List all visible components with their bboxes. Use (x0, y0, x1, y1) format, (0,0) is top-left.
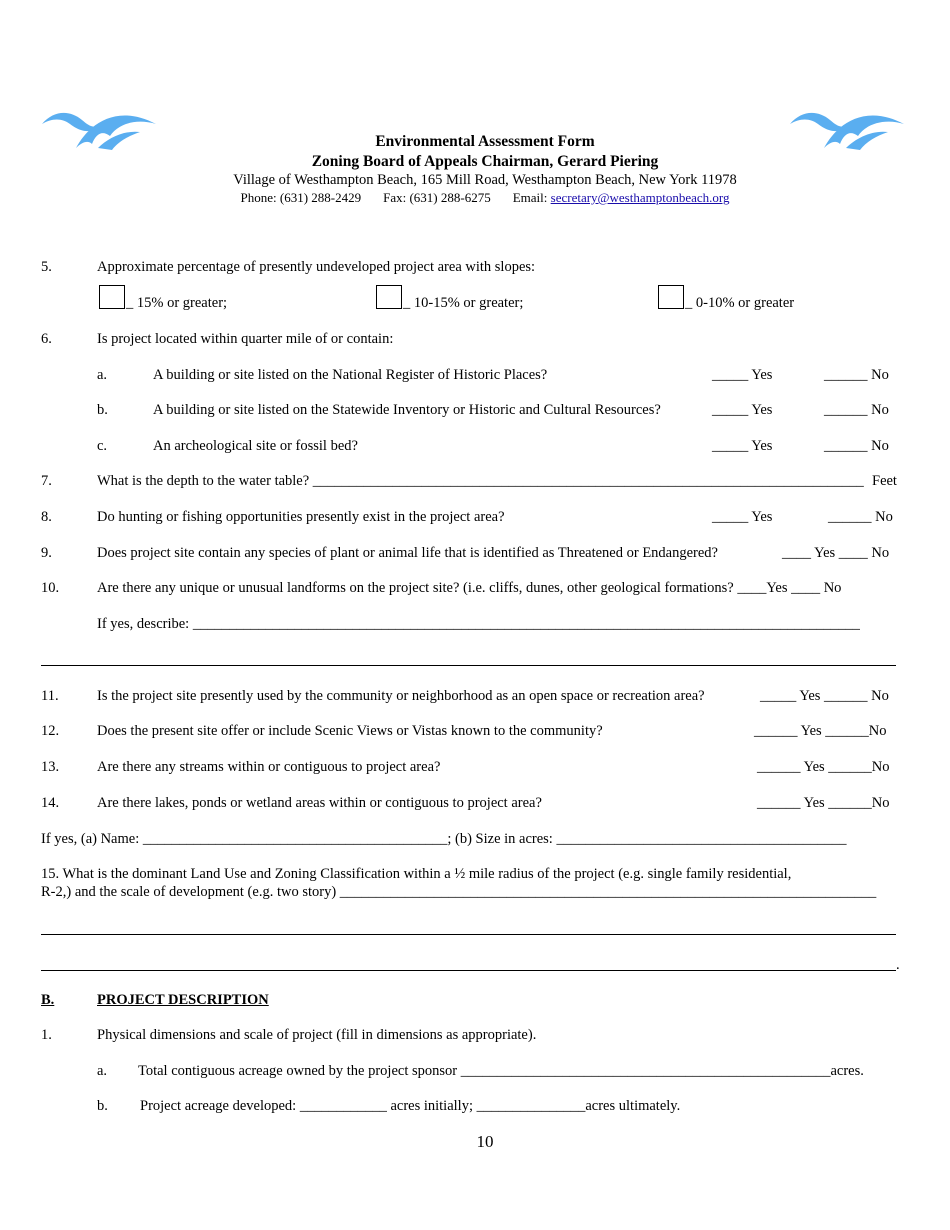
q14-answer[interactable]: ______ Yes ______No (757, 795, 890, 811)
q6c-yes[interactable]: _____ Yes (712, 438, 773, 454)
q8-number: 8. (41, 509, 52, 525)
form-subtitle: Zoning Board of Appeals Chairman, Gerard Piering (311, 153, 659, 170)
q6b-text: A building or site listed on the Statewide Inventory or Historic and Cultural Resources? (153, 402, 661, 418)
option-10-15-percent: _ 10-15% or greater; (403, 295, 524, 311)
q8-text: Do hunting or fishing opportunities presently exist in the project area? (97, 509, 505, 525)
q13-text: Are there any streams within or contiguous to project area? (97, 759, 441, 775)
q15-line2[interactable]: R-2,) and the scale of development (e.g. two story) __________________________________________________________________________ (41, 884, 877, 900)
q11-answer[interactable]: _____ Yes ______ No (760, 688, 889, 704)
q9-text: Does project site contain any species of plant or animal life that is identified as Threatened or Endangered? (97, 545, 718, 561)
q14-text: Are there lakes, ponds or wetland areas within or contiguous to project area? (97, 795, 542, 811)
email-label: Email: (512, 190, 548, 205)
page-number: 10 (476, 1132, 494, 1151)
q12-answer[interactable]: ______ Yes ______No (754, 723, 887, 739)
q6a-yes[interactable]: _____ Yes (712, 367, 773, 383)
q5-text: Approximate percentage of presently undeveloped project area with slopes: (97, 259, 536, 275)
q10-number: 10. (41, 580, 60, 596)
q6-text: Is project located within quarter mile of or contain: (97, 331, 394, 347)
address-line: Village of Westhampton Beach, 165 Mill Road, Westhampton Beach, New York 11978 (233, 172, 737, 188)
b1b-letter: b. (97, 1098, 108, 1114)
q5-number: 5. (41, 259, 52, 275)
section-b-letter: B. (41, 992, 55, 1008)
option-0-10-percent: _ 0-10% or greater (685, 295, 795, 311)
q12-text: Does the present site offer or include Scenic Views or Vistas known to the community? (97, 723, 603, 739)
q10-describe-line[interactable] (41, 665, 896, 666)
b1a-text[interactable]: Total contiguous acreage owned by the project sponsor ___________________________________________________acres. (138, 1063, 864, 1079)
q7-number: 7. (41, 473, 52, 489)
form-title: Environmental Assessment Form (375, 133, 595, 150)
checkbox-0-10-percent[interactable] (658, 285, 684, 309)
checkbox-15-percent[interactable] (99, 285, 125, 309)
q13-answer[interactable]: ______ Yes ______No (757, 759, 890, 775)
fax: Fax: (631) 288-6275 (383, 190, 491, 205)
q6a-letter: a. (97, 367, 108, 383)
contact-line (0, 190, 950, 206)
email-link[interactable]: secretary@westhamptonbeach.org (550, 190, 730, 205)
q9-number: 9. (41, 545, 52, 561)
q13-number: 13. (41, 759, 60, 775)
q8-no[interactable]: ______ No (828, 509, 893, 525)
q8-yes[interactable]: _____ Yes (712, 509, 773, 525)
q15-line1: 15. What is the dominant Land Use and Zoning Classification within a ½ mile radius of the project (e.g. single family residential, (41, 866, 792, 882)
b1-number: 1. (41, 1027, 52, 1043)
q6a-no[interactable]: ______ No (824, 367, 889, 383)
b1a-letter: a. (97, 1063, 108, 1079)
q15-blank-line-2[interactable] (41, 970, 896, 971)
b1b-text[interactable]: Project acreage developed: ____________ acres initially; _______________acres ultimately. (140, 1098, 681, 1114)
q15-blank-line-1[interactable] (41, 934, 896, 935)
q6c-letter: c. (97, 438, 108, 454)
q15-period: . (896, 957, 900, 973)
option-15-percent: _ 15% or greater; (126, 295, 228, 311)
q12-number: 12. (41, 723, 60, 739)
q7-text[interactable]: What is the depth to the water table? ____________________________________________________________________________ (97, 473, 864, 489)
q10-describe[interactable]: If yes, describe: ____________________________________________________________________________________________ (97, 616, 860, 632)
section-b-title: PROJECT DESCRIPTION (97, 992, 269, 1008)
q9-answer[interactable]: ____ Yes ____ No (782, 545, 890, 561)
q7-unit: Feet (872, 473, 897, 489)
b1-text: Physical dimensions and scale of project (fill in dimensions as appropriate). (97, 1027, 537, 1043)
q11-number: 11. (41, 688, 59, 704)
q6a-text: A building or site listed on the National Register of Historic Places? (153, 367, 548, 383)
q6c-no[interactable]: ______ No (824, 438, 889, 454)
q10-text[interactable]: Are there any unique or unusual landforms on the project site? (i.e. cliffs, dunes, other geological formations? ____Yes ____ No (97, 580, 842, 596)
q6b-yes[interactable]: _____ Yes (712, 402, 773, 418)
checkbox-10-15-percent[interactable] (376, 285, 402, 309)
q6b-no[interactable]: ______ No (824, 402, 889, 418)
q14-if-yes-line[interactable]: If yes, (a) Name: __________________________________________; (b) Size in acres: ________________________________________ (41, 831, 847, 847)
q14-number: 14. (41, 795, 60, 811)
q6c-text: An archeological site or fossil bed? (153, 438, 358, 454)
q6-number: 6. (41, 331, 52, 347)
q6b-letter: b. (97, 402, 108, 418)
phone: Phone: (631) 288-2429 (240, 190, 362, 205)
q11-text: Is the project site presently used by the community or neighborhood as an open space or recreation area? (97, 688, 705, 704)
